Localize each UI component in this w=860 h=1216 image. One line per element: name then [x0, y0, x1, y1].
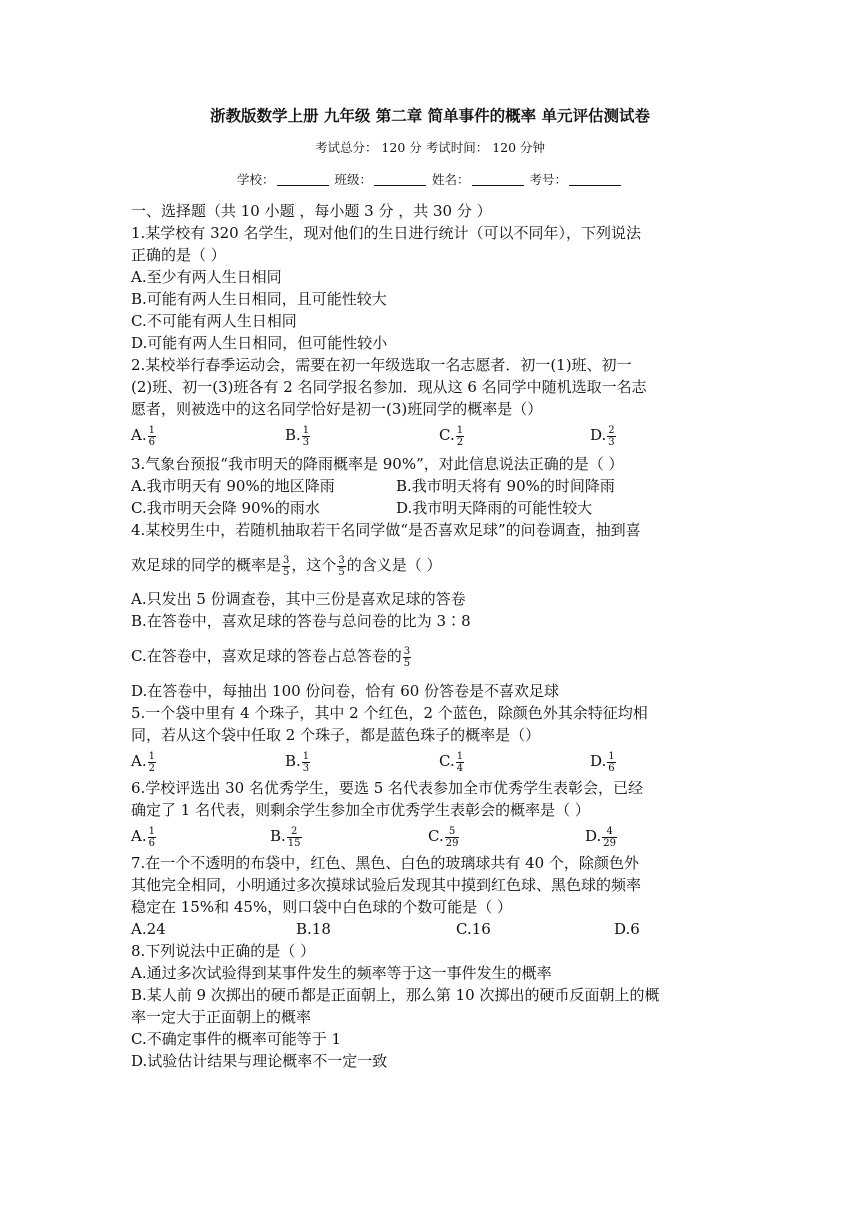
q7-option-d: D.6: [614, 920, 640, 938]
q3-option-c: C.我市明天会降 90%的雨水: [131, 499, 320, 517]
q2-option-a: A. $\frac{1}{6}$: [131, 424, 155, 448]
q6-option-c: C. $\frac{5}{29}$: [428, 825, 459, 849]
q3-stem: 3.气象台预报“我市明天的降雨概率是 90%”，对此信息说法正确的是（ ）: [131, 455, 624, 473]
q2-option-c: C. $\frac{1}{2}$: [439, 424, 464, 448]
q7-stem-line1: 7.在一个不透明的布袋中，红色、黑色、白色的玻璃球共有 40 个，除颜色外: [131, 854, 639, 872]
q2-option-d: D. $\frac{2}{3}$: [590, 424, 615, 448]
q5-option-a: A. $\frac{1}{2}$: [131, 750, 155, 774]
q6-option-d: D. $\frac{4}{29}$: [585, 825, 616, 849]
name-blank[interactable]: [472, 173, 524, 186]
q1-stem-line2: 正确的是（ ）: [131, 246, 226, 264]
exam-info: 考试总分： 120 分 考试时间： 120 分钟: [314, 140, 546, 155]
q2-option-b: B. $\frac{1}{3}$: [285, 424, 310, 448]
school-blank[interactable]: [277, 173, 329, 186]
q7-option-c: C.16: [456, 920, 491, 938]
q8-stem: 8.下列说法中正确的是（ ）: [131, 942, 316, 960]
q7-stem-line3: 稳定在 15%和 45%，则口袋中白色球的个数可能是（ ）: [131, 898, 512, 916]
q7-stem-line2: 其他完全相同，小明通过多次摸球试验后发现其中摸到红色球、黑色球的频率: [131, 876, 642, 894]
q4-option-c: C.在答卷中，喜欢足球的答卷占总答卷的 $\frac{3}{5}$: [131, 645, 411, 669]
q8-option-b-line2: 率一定大于正面朝上的概率: [131, 1008, 312, 1026]
q2-stem-line2: (2)班、初一(3)班各有 2 名同学报名参加．现从这 6 名同学中随机选取一名志: [131, 378, 647, 396]
section-heading: 一、选择题（共 10 小题 ，每小题 3 分 ，共 30 分 ）: [131, 202, 492, 220]
q3-option-b: B.我市明天将有 90%的时间降雨: [396, 477, 615, 495]
q7-option-a: A.24: [131, 920, 166, 938]
q4-option-b: B.在答卷中，喜欢足球的答卷与总问卷的比为 3∶8: [131, 612, 471, 630]
q3-option-d: D.我市明天降雨的可能性较大: [396, 499, 593, 517]
q1-option-a: A.至少有两人生日相同: [131, 268, 282, 286]
q2-stem-line1: 2.某校举行春季运动会，需要在初一年级选取一名志愿者．初一(1)班、初一: [131, 356, 632, 374]
q2-stem-line3: 愿者，则被选中的这名同学恰好是初一(3)班同学的概率是（）: [131, 400, 543, 418]
name-label: 姓名：: [431, 172, 470, 187]
q5-stem-line1: 5.一个袋中里有 4 个珠子，其中 2 个红色，2 个蓝色，除颜色外其余特征均相: [131, 704, 648, 722]
q8-option-c: C.不确定事件的概率可能等于 1: [131, 1030, 342, 1048]
number-label: 考号：: [529, 172, 567, 187]
q6-option-a: A. $\frac{1}{6}$: [131, 825, 155, 849]
q8-option-a: A.通过多次试验得到某事件发生的频率等于这一事件发生的概率: [131, 964, 552, 982]
q5-stem-line2: 同，若从这个袋中任取 2 个珠子，都是蓝色珠子的概率是（）: [131, 726, 541, 744]
q8-option-b-line1: B.某人前 9 次掷出的硬币都是正面朝上，那么第 10 次掷出的硬币反面朝上的概: [131, 986, 660, 1004]
class-label: 班级：: [334, 172, 372, 187]
q4-option-a: A.只发出 5 份调查卷，其中三份是喜欢足球的答卷: [131, 590, 466, 608]
q1-option-c: C.不可能有两人生日相同: [131, 312, 297, 330]
q6-stem-line2: 确定了 1 名代表，则剩余学生参加全市优秀学生表彰会的概率是（ ）: [131, 801, 590, 819]
q6-stem-line1: 6.学校评选出 30 名优秀学生，要选 5 名代表参加全市优秀学生表彰会，已经: [131, 779, 644, 797]
number-blank[interactable]: [569, 173, 621, 186]
student-info-row: [0, 170, 860, 188]
q5-option-b: B. $\frac{1}{3}$: [285, 750, 310, 774]
q7-option-b: B.18: [296, 920, 331, 938]
q5-option-d: D. $\frac{1}{6}$: [590, 750, 615, 774]
class-blank[interactable]: [374, 173, 426, 186]
q4-stem-line2: 欢足球的同学的概率是 $\frac{3}{5}$ ，这个 $\frac{3}{5}$ 的含义是（ ）: [131, 554, 442, 578]
q4-stem-line1: 4.某校男生中，若随机抽取若干名同学做“是否喜欢足球”的问卷调查，抽到喜: [131, 521, 641, 539]
exam-title: 浙教版数学上册 九年级 第二章 简单事件的概率 单元评估测试卷: [209, 107, 651, 125]
q6-option-b: B. $\frac{2}{15}$: [270, 825, 301, 849]
q5-option-c: C. $\frac{1}{4}$: [439, 750, 464, 774]
q4-option-d: D.在答卷中，每抽出 100 份问卷，恰有 60 份答卷是不喜欢足球: [131, 682, 560, 700]
q1-option-b: B.可能有两人生日相同，且可能性较大: [131, 290, 387, 308]
q3-option-a: A.我市明天有 90%的地区降雨: [131, 477, 335, 495]
q8-option-d: D.试验估计结果与理论概率不一定一致: [131, 1052, 388, 1070]
school-label: 学校：: [236, 172, 275, 187]
q1-option-d: D.可能有两人生日相同，但可能性较小: [131, 334, 388, 352]
q1-stem-line1: 1.某学校有 320 名学生，现对他们的生日进行统计（可以不同年），下列说法: [131, 224, 641, 242]
